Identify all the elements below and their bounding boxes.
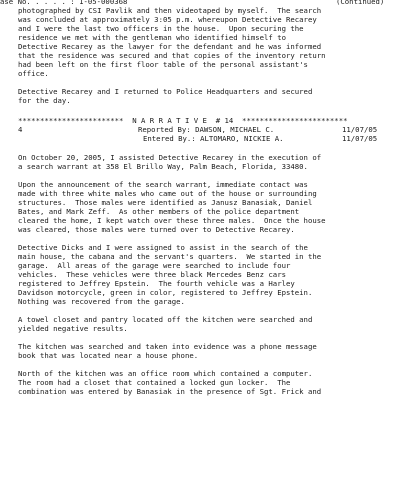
reported-by: Reported By: DAWSON, MICHAEL C.	[138, 125, 275, 134]
report-text-line: The kitchen was searched and taken into evidence was a phone message	[18, 342, 317, 351]
report-text-line: Davidson motorcycle, green in color, registered to Jeffrey Epstein.	[18, 288, 313, 297]
report-text-line: yielded negative results.	[18, 324, 128, 333]
report-text-line: cleared the home, I kept watch over these three males. Once the house	[18, 216, 326, 225]
report-text-line: registered to Jeffrey Epstein. The fourth vehicle was a Harley	[18, 279, 295, 288]
report-text-line: A towel closet and pantry located off the kitchen were searched and	[18, 315, 313, 324]
report-text-line: made with three white males who came out of the house or surrounding	[18, 189, 317, 198]
entered-by: Entered By.: ALTOMARO, NICKIE A.	[143, 134, 284, 143]
report-text-line: was concluded at approximately 3:05 p.m. whereupon Detective Recarey	[18, 15, 317, 24]
report-text-line: office.	[18, 69, 49, 78]
report-text-line: On October 20, 2005, I assisted Detective Recarey in the execution of	[18, 153, 322, 162]
case-number-line: ase No. . . . . : 1-05-000368	[0, 0, 128, 6]
report-text-line: Bates, and Mark Zeff. As other members of the police department	[18, 207, 300, 216]
report-text-line: vehicles. These vehicles were three black Mercedes Benz cars	[18, 270, 286, 279]
date-entered: 11/07/05	[342, 134, 378, 143]
report-text-line: for the day.	[18, 96, 71, 105]
report-text-line: Detective Recarey and I returned to Police Headquarters and secured	[18, 87, 313, 96]
report-text-line: North of the kitchen was an office room which contained a computer.	[18, 369, 313, 378]
report-text-line: was cleared, those males were turned over to Detective Recarey.	[18, 225, 295, 234]
report-text-line: a search warrant at 358 El Brillo Way, Palm Beach, Florida, 33480.	[18, 162, 308, 171]
report-text-line: that the residence was secured and that copies of the inventory return	[18, 51, 326, 60]
report-text-line: The room had a closet that contained a locked gun locker. The	[18, 378, 291, 387]
narrative-number: 4	[18, 125, 23, 134]
report-text-line: had been left on the first floor table of the personal assistant's	[18, 60, 308, 69]
report-text-line: Detective Dicks and I were assigned to assist in the search of the	[18, 243, 308, 252]
continued-label: (Continued)	[336, 0, 385, 6]
report-text-line: book that was located near a house phone.	[18, 351, 199, 360]
report-text-line: structures. Those males were identified as Janusz Banasiak, Daniel	[18, 198, 313, 207]
report-text-line: garage. All areas of the garage were searched to include four	[18, 261, 291, 270]
report-text-line: Nothing was recovered from the garage.	[18, 297, 185, 306]
date-reported: 11/07/05	[342, 125, 378, 134]
report-text-line: and I were the last two officers in the house. Upon securing the	[18, 24, 304, 33]
report-text-line: photographed by CSI Pavlik and then videotaped by myself. The search	[18, 6, 322, 15]
report-text-line: Upon the announcement of the search warrant, immediate contact was	[18, 180, 308, 189]
report-text-line: main house, the cabana and the servant's quarters. We started in the	[18, 252, 322, 261]
report-text-line: Detective Recarey as the lawyer for the defendant and he was informed	[18, 42, 322, 51]
narrative-banner: ************************ N A R R A T I V E # 14 ************************	[18, 116, 348, 125]
report-text-line: combination was entered by Banasiak in the presence of Sgt. Frick and	[18, 387, 322, 396]
report-text-line: residence we met with the gentleman who identified himself to	[18, 33, 286, 42]
